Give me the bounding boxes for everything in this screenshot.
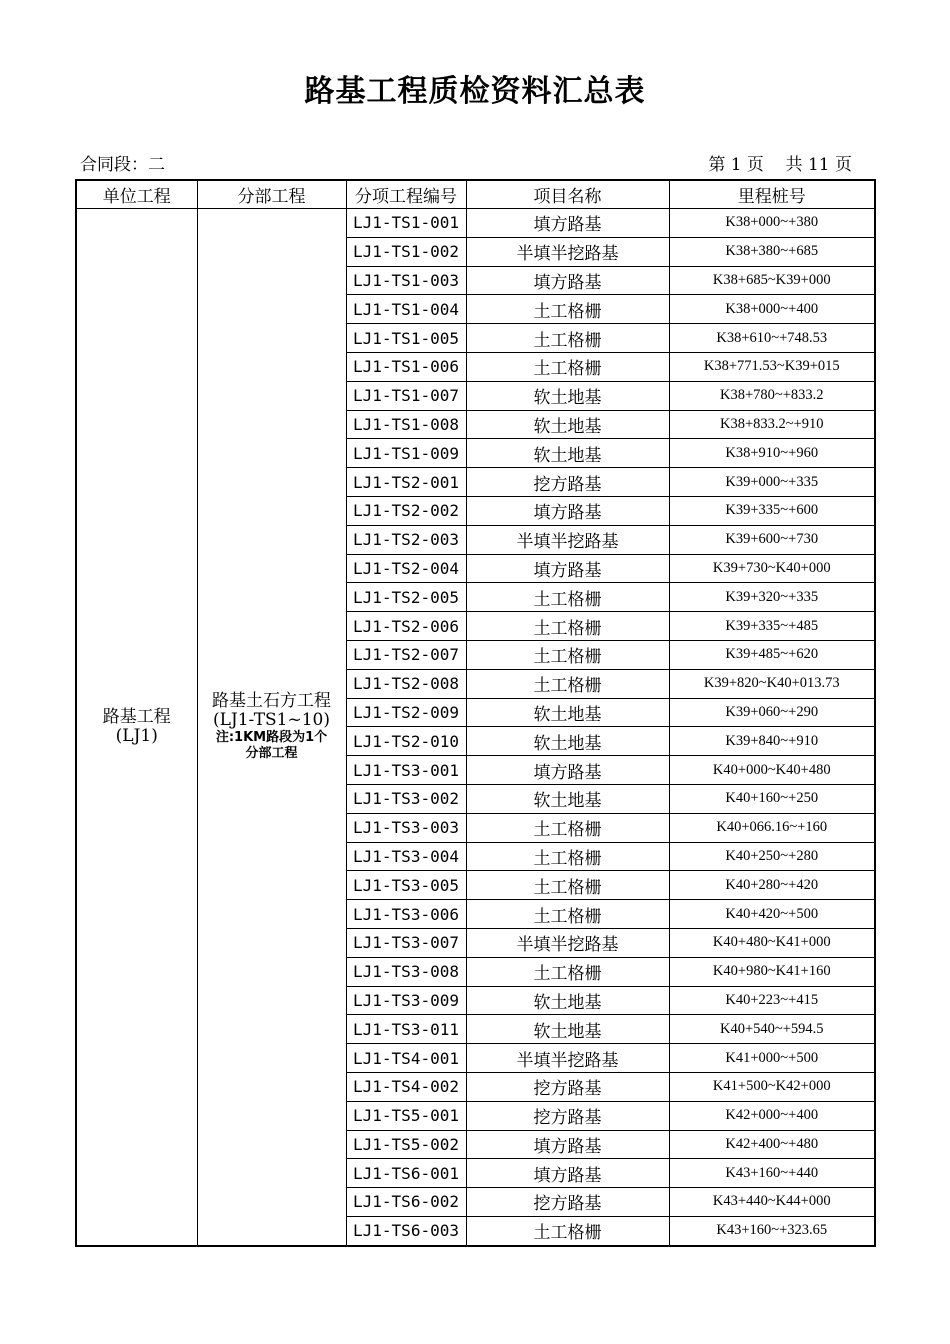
part-name: 路基土石方工程: [212, 690, 331, 711]
item-code: LJ1-TS2-005: [346, 583, 466, 612]
item-code: LJ1-TS1-004: [346, 295, 466, 324]
item-station: K42+000~+400: [669, 1101, 875, 1130]
item-station: K38+610~+748.53: [669, 324, 875, 353]
item-name: 软土地基: [466, 1015, 669, 1044]
item-station: K38+910~+960: [669, 439, 875, 468]
item-code: LJ1-TS3-002: [346, 784, 466, 813]
item-name: 土工格栅: [466, 900, 669, 929]
item-name: 土工格栅: [466, 352, 669, 381]
item-code: LJ1-TS2-004: [346, 554, 466, 583]
item-code: LJ1-TS3-004: [346, 842, 466, 871]
item-name: 半填半挖路基: [466, 1044, 669, 1073]
item-station: K38+000~+380: [669, 209, 875, 238]
item-code: LJ1-TS3-008: [346, 957, 466, 986]
item-name: 土工格栅: [466, 871, 669, 900]
item-station: K40+066.16~+160: [669, 813, 875, 842]
item-station: K38+771.53~K39+015: [669, 352, 875, 381]
item-name: 土工格栅: [466, 583, 669, 612]
item-name: 土工格栅: [466, 957, 669, 986]
header-code: 分项工程编号: [346, 180, 466, 209]
item-code: LJ1-TS2-008: [346, 669, 466, 698]
header-unit: 单位工程: [76, 180, 197, 209]
item-code: LJ1-TS6-001: [346, 1159, 466, 1188]
item-station: K39+730~K40+000: [669, 554, 875, 583]
item-station: K39+600~+730: [669, 525, 875, 554]
item-code: LJ1-TS2-002: [346, 496, 466, 525]
item-code: LJ1-TS2-001: [346, 468, 466, 497]
item-station: K43+440~K44+000: [669, 1188, 875, 1217]
item-name: 挖方路基: [466, 1101, 669, 1130]
item-station: K43+160~+323.65: [669, 1216, 875, 1245]
item-name: 土工格栅: [466, 612, 669, 641]
item-name: 土工格栅: [466, 813, 669, 842]
item-name: 填方路基: [466, 266, 669, 295]
item-code: LJ1-TS3-003: [346, 813, 466, 842]
item-station: K38+833.2~+910: [669, 410, 875, 439]
item-station: K39+320~+335: [669, 583, 875, 612]
item-code: LJ1-TS5-001: [346, 1101, 466, 1130]
sub-project-cell: [197, 209, 346, 1246]
item-station: K39+335~+485: [669, 612, 875, 641]
item-name: 软土地基: [466, 410, 669, 439]
item-station: K38+380~+685: [669, 237, 875, 266]
item-name: 土工格栅: [466, 295, 669, 324]
item-name: 软土地基: [466, 381, 669, 410]
item-code: LJ1-TS1-007: [346, 381, 466, 410]
item-station: K38+000~+400: [669, 295, 875, 324]
item-station: K39+485~+620: [669, 640, 875, 669]
item-code: LJ1-TS1-003: [346, 266, 466, 295]
item-name: 半填半挖路基: [466, 237, 669, 266]
item-code: LJ1-TS5-002: [346, 1130, 466, 1159]
item-station: K40+420~+500: [669, 900, 875, 929]
item-name: 填方路基: [466, 209, 669, 238]
unit-name: 路基工程: [102, 706, 171, 727]
unit-project-cell: [76, 209, 197, 1246]
header-part: 分部工程: [197, 180, 346, 209]
item-code: LJ1-TS3-011: [346, 1015, 466, 1044]
item-name: 土工格栅: [466, 324, 669, 353]
table-row: [76, 209, 875, 238]
item-code: LJ1-TS1-002: [346, 237, 466, 266]
item-code: LJ1-TS1-009: [346, 439, 466, 468]
item-name: 填方路基: [466, 1159, 669, 1188]
item-station: K40+223~+415: [669, 986, 875, 1015]
item-station: K39+000~+335: [669, 468, 875, 497]
item-code: LJ1-TS4-002: [346, 1072, 466, 1101]
item-name: 半填半挖路基: [466, 525, 669, 554]
part-note-2: 分部工程: [245, 745, 298, 761]
item-code: LJ1-TS2-006: [346, 612, 466, 641]
item-name: 软土地基: [466, 986, 669, 1015]
page-title: 路基工程质检资料汇总表: [304, 74, 646, 109]
item-code: LJ1-TS2-010: [346, 727, 466, 756]
item-name: 土工格栅: [466, 842, 669, 871]
item-code: LJ1-TS2-007: [346, 640, 466, 669]
item-name: 填方路基: [466, 554, 669, 583]
table-body: [76, 209, 875, 1246]
item-code: LJ1-TS6-003: [346, 1216, 466, 1245]
item-station: K41+000~+500: [669, 1044, 875, 1073]
item-code: LJ1-TS1-008: [346, 410, 466, 439]
item-station: K40+980~K41+160: [669, 957, 875, 986]
item-code: LJ1-TS2-003: [346, 525, 466, 554]
item-name: 填方路基: [466, 756, 669, 785]
item-station: K39+060~+290: [669, 698, 875, 727]
table-header-row: [76, 180, 875, 209]
item-station: K40+540~+594.5: [669, 1015, 875, 1044]
item-name: 软土地基: [466, 784, 669, 813]
item-name: 填方路基: [466, 1130, 669, 1159]
item-name: 挖方路基: [466, 468, 669, 497]
item-code: LJ1-TS1-006: [346, 352, 466, 381]
part-code: (LJ1-TS1~10): [213, 709, 330, 730]
item-code: LJ1-TS1-001: [346, 209, 466, 238]
item-station: K40+480~K41+000: [669, 928, 875, 957]
item-code: LJ1-TS3-001: [346, 756, 466, 785]
header-name: 项目名称: [466, 180, 669, 209]
item-station: K38+780~+833.2: [669, 381, 875, 410]
summary-table: [75, 179, 876, 1247]
header-station: 里程桩号: [669, 180, 875, 209]
item-name: 半填半挖路基: [466, 928, 669, 957]
item-code: LJ1-TS4-001: [346, 1044, 466, 1073]
item-station: K40+160~+250: [669, 784, 875, 813]
item-station: K43+160~+440: [669, 1159, 875, 1188]
part-note: 注:1KM路段为1个: [215, 729, 328, 745]
item-station: K39+820~K40+013.73: [669, 669, 875, 698]
item-code: LJ1-TS2-009: [346, 698, 466, 727]
item-code: LJ1-TS3-006: [346, 900, 466, 929]
item-name: 土工格栅: [466, 1216, 669, 1245]
item-station: K41+500~K42+000: [669, 1072, 875, 1101]
item-code: LJ1-TS3-009: [346, 986, 466, 1015]
item-station: K38+685~K39+000: [669, 266, 875, 295]
unit-code: (LJ1): [115, 725, 158, 746]
item-name: 土工格栅: [466, 640, 669, 669]
item-name: 填方路基: [466, 496, 669, 525]
page-info: 第 1 页 共 11 页: [708, 155, 852, 175]
item-station: K40+000~K40+480: [669, 756, 875, 785]
item-station: K39+840~+910: [669, 727, 875, 756]
item-code: LJ1-TS1-005: [346, 324, 466, 353]
item-station: K40+280~+420: [669, 871, 875, 900]
contract-label: 合同段：二: [80, 155, 165, 175]
item-name: 软土地基: [466, 698, 669, 727]
item-name: 软土地基: [466, 439, 669, 468]
item-code: LJ1-TS3-005: [346, 871, 466, 900]
item-code: LJ1-TS3-007: [346, 928, 466, 957]
item-name: 土工格栅: [466, 669, 669, 698]
item-station: K42+400~+480: [669, 1130, 875, 1159]
item-station: K40+250~+280: [669, 842, 875, 871]
item-station: K39+335~+600: [669, 496, 875, 525]
item-code: LJ1-TS6-002: [346, 1188, 466, 1217]
item-name: 挖方路基: [466, 1188, 669, 1217]
item-name: 软土地基: [466, 727, 669, 756]
item-name: 挖方路基: [466, 1072, 669, 1101]
